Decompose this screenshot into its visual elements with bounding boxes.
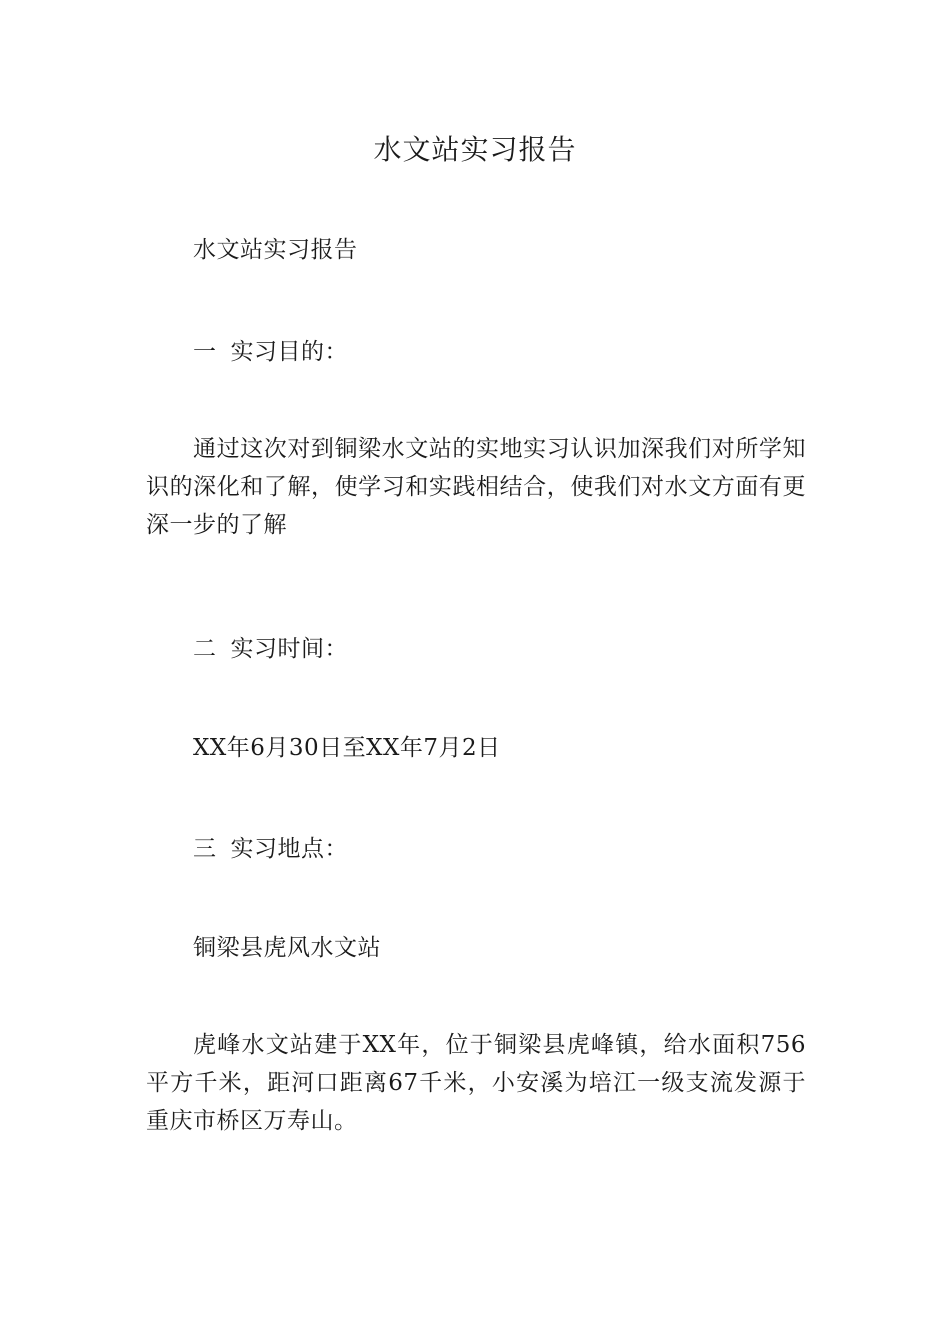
section-number: 一 bbox=[193, 339, 217, 365]
section-heading-text: 实习目的： bbox=[230, 339, 348, 365]
paragraph-description: 虎峰水文站建于XX年，位于铜梁县虎峰镇，给水面积756平方千米，距河口距离67千米，小安溪为培江一级支流发源于重庆市桥区万寿山。 bbox=[146, 1032, 806, 1134]
section-heading-purpose bbox=[146, 333, 806, 371]
paragraph-time: XX年6月30日至XX年7月2日 bbox=[193, 735, 501, 761]
document-subtitle: 水文站实习报告 bbox=[193, 237, 358, 263]
paragraph-location: 铜梁县虎风水文站 bbox=[193, 935, 381, 961]
section-number: 三 bbox=[193, 836, 217, 862]
paragraph-purpose: 通过这次对到铜梁水文站的实地实习认识加深我们对所学知识的深化和了解，使学习和实践相结合，使我们对水文方面有更深一步的了解 bbox=[146, 436, 806, 538]
section-heading-text: 实习地点： bbox=[230, 836, 348, 862]
section-heading-location bbox=[146, 830, 806, 868]
section-number: 二 bbox=[193, 636, 217, 662]
document-title: 水文站实习报告 bbox=[373, 133, 577, 166]
section-heading-time bbox=[146, 630, 806, 668]
section-heading-text: 实习时间： bbox=[230, 636, 348, 662]
